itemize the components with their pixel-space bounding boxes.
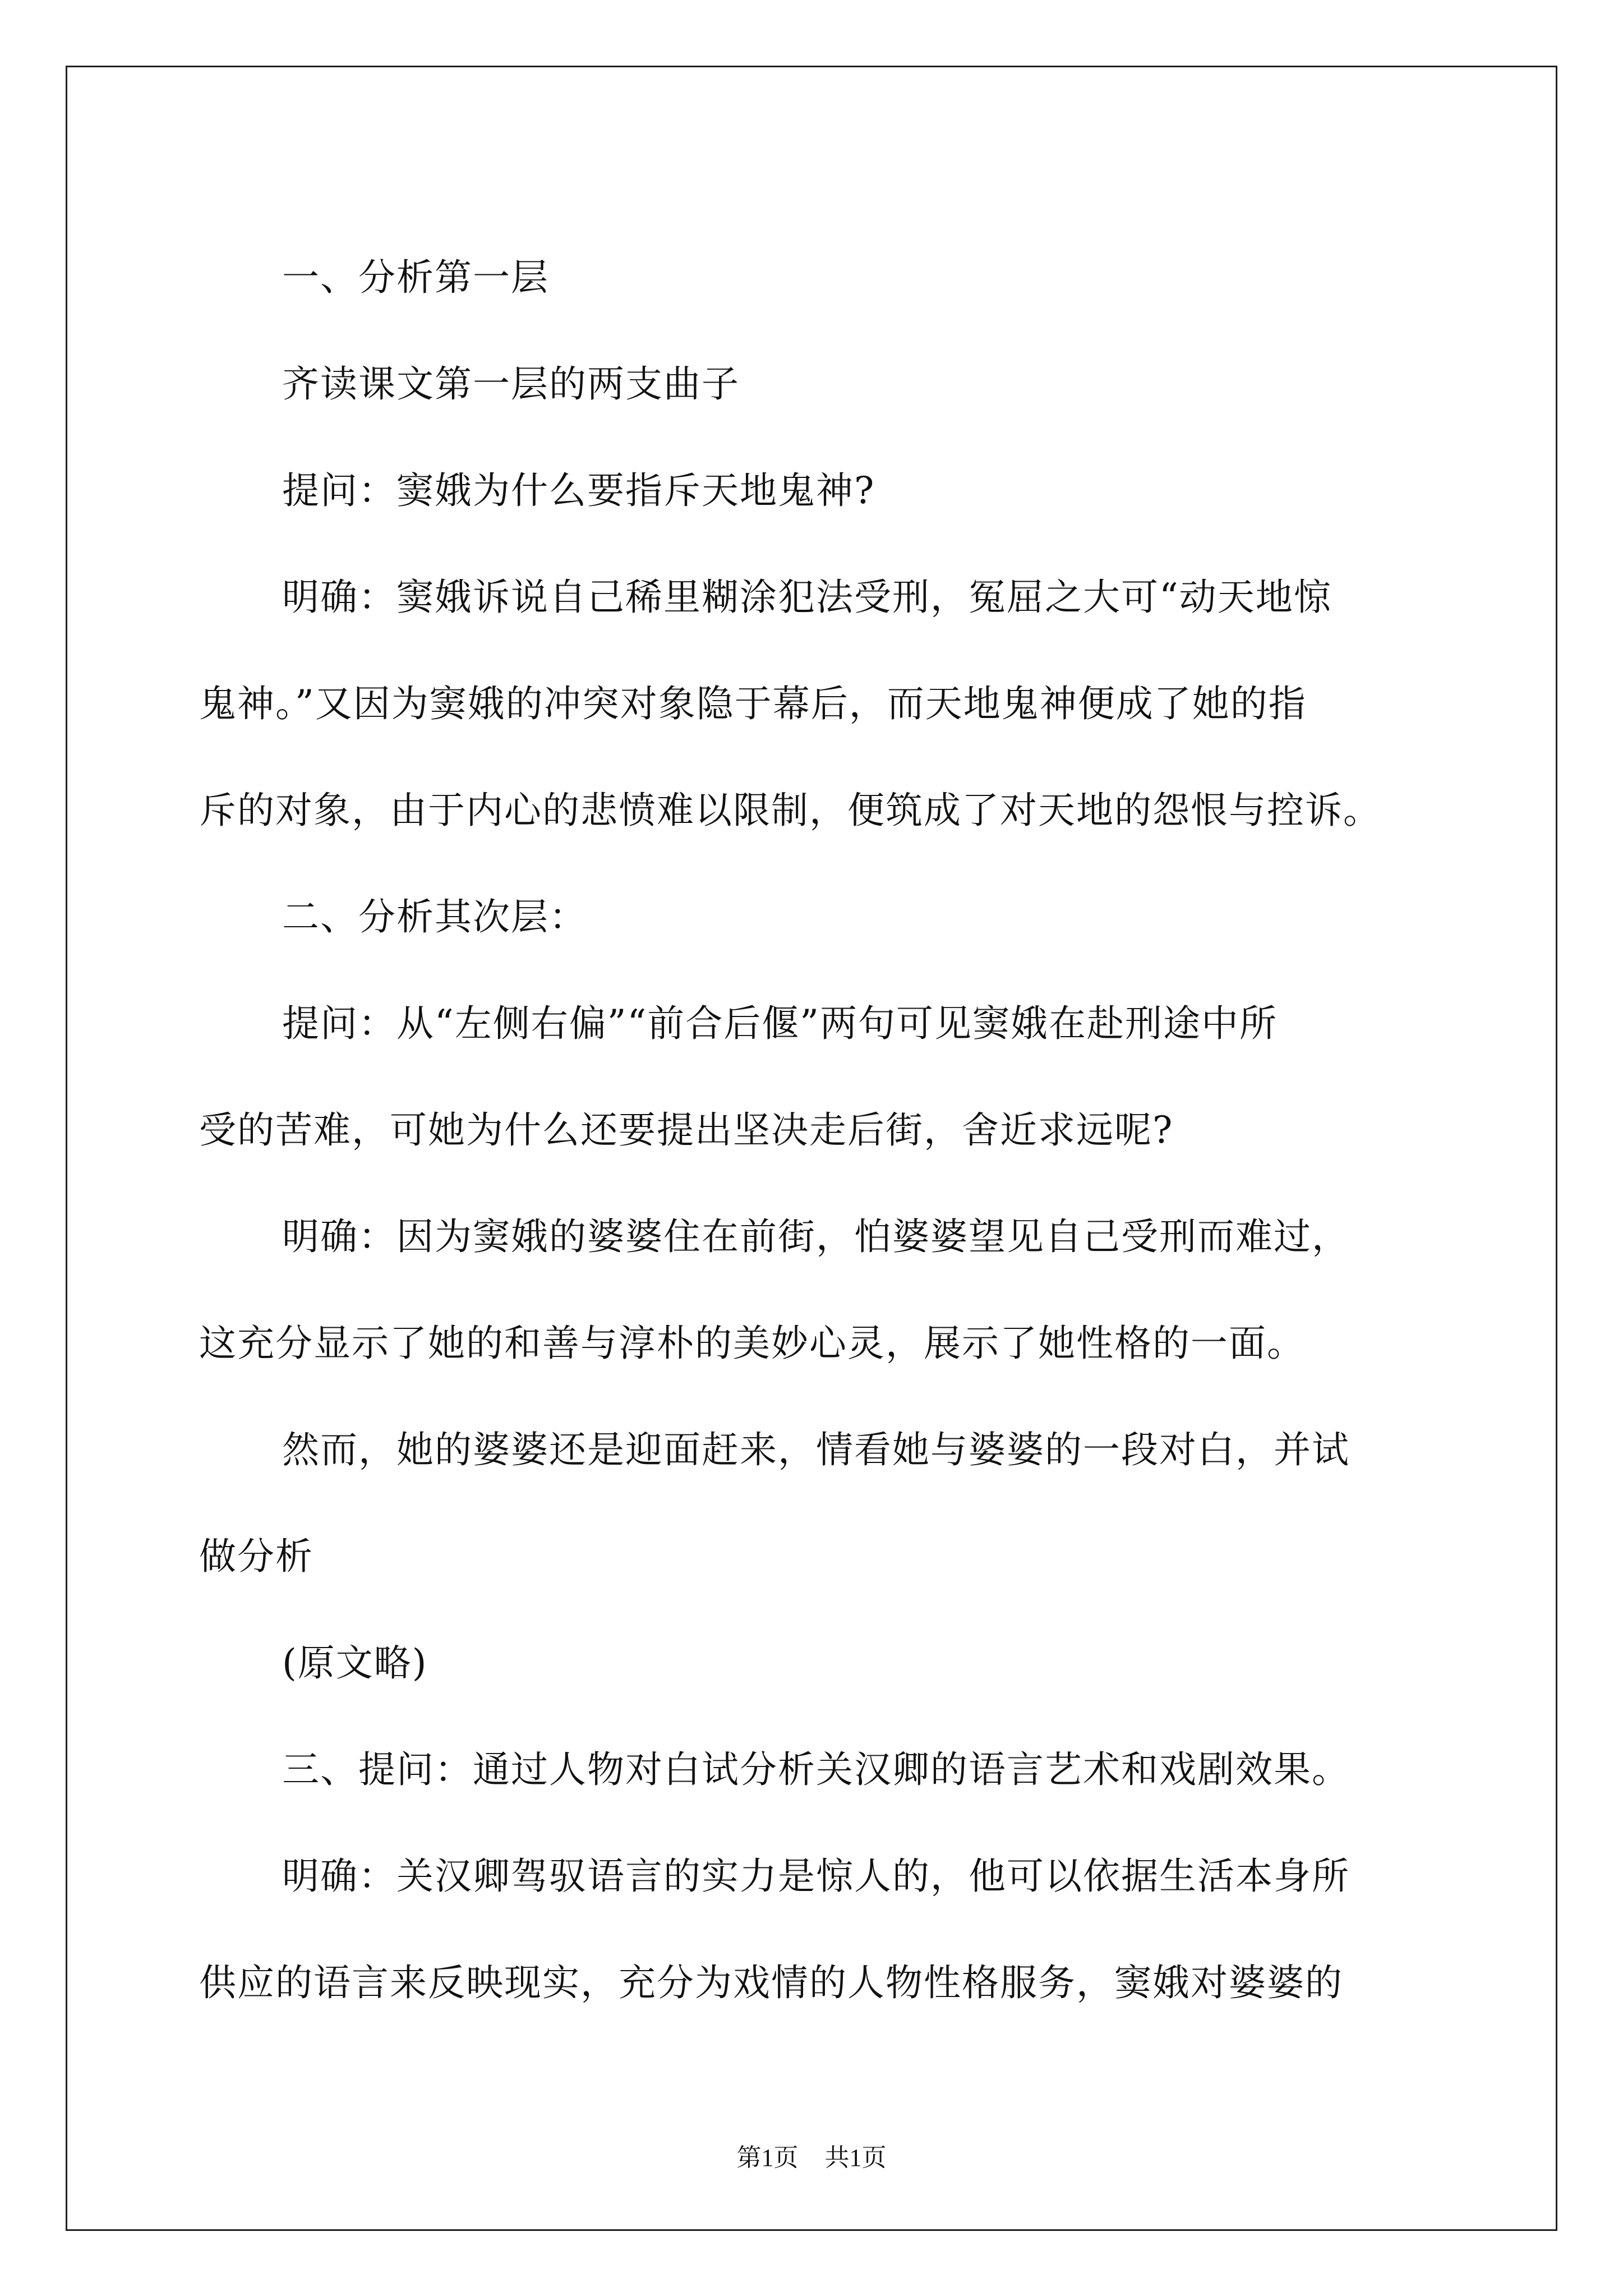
paragraph-line: 鬼神。”又因为窦娥的冲突对象隐于幕后，而天地鬼神便成了她的指 [199,682,1307,725]
paragraph-line: 然而，她的婆婆还是迎面赶来，情看她与婆婆的一段对白，并试 [282,1428,1350,1471]
heading-section-1: 一、分析第一层 [282,256,549,299]
page-number-total: 共1页 [824,2144,887,2171]
page-number-current: 第1页 [736,2144,799,2171]
paragraph-line: 做分析 [199,1535,313,1578]
paragraph-line: 明确：因为窦娥的婆婆住在前街，怕婆婆望见自己受刑而难过， [282,1215,1350,1258]
document-body [199,224,1433,2036]
page-footer [0,2137,1623,2173]
paragraph-line: 供应的语言来反映现实，充分为戏情的人物性格服务，窦娥对婆婆的 [199,1961,1343,2004]
paragraph-line: 这充分显示了她的和善与淳朴的美妙心灵，展示了她性格的一面。 [199,1322,1305,1365]
paragraph-line: 受的苦难，可她为什么还要提出坚决走后街，舍近求远呢? [199,1108,1174,1152]
paragraph-line: 提问：窦娥为什么要指斥天地鬼神? [282,469,875,512]
paragraph-line: 明确：关汉卿驾驭语言的实力是惊人的，他可以依据生活本身所 [282,1855,1350,1898]
paragraph-line: 齐读课文第一层的两支曲子 [282,362,740,406]
heading-section-3: 三、提问：通过人物对白试分析关汉卿的语言艺术和戏剧效果。 [282,1748,1350,1791]
paragraph-line: 明确：窦娥诉说自己稀里糊涂犯法受刑，冤屈之大可“动天地惊 [282,576,1332,619]
paragraph-line: 斥的对象，由于内心的悲愤难以限制，便筑成了对天地的怨恨与控诉。 [199,789,1381,832]
paragraph-line: 提问：从“左侧右偏”“前合后偃”两句可见窦娥在赴刑途中所 [282,1002,1278,1045]
paragraph-line: (原文略) [282,1641,428,1685]
heading-section-2: 二、分析其次层： [282,895,587,938]
